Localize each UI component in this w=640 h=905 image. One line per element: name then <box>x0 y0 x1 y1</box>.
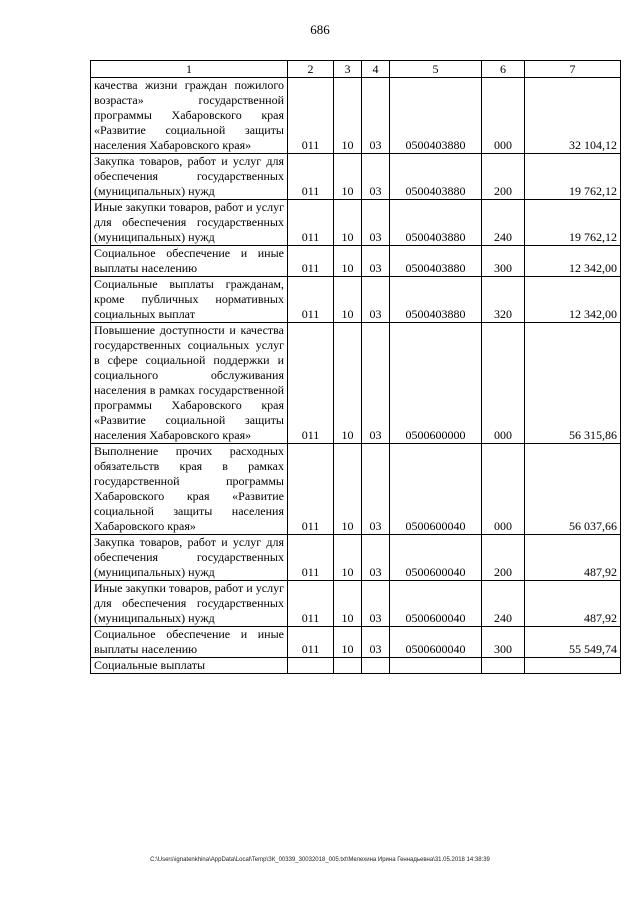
subsection-cell: 03 <box>362 277 390 323</box>
description-cell: качества жизни граждан пожилого возраста» государственной программы Хабаровского края «Развитие социальной защиты населения Хабаровского края» <box>91 78 288 154</box>
column-header: 4 <box>362 61 390 78</box>
budget-table <box>90 60 621 674</box>
expense-type-cell: 000 <box>482 444 525 535</box>
target-article-cell: 0500403880 <box>390 277 482 323</box>
file-path-footer: C:\Users\ignatenkhina\AppData\Local\Temp\ЗК_00339_30032018_005.txt\Мелехина Ирина Геннадьевна\31.05.2018 14:38:39 <box>150 857 490 863</box>
description-cell: Закупка товаров, работ и услуг для обеспечения государственных (муниципальных) нужд <box>91 535 288 581</box>
subsection-cell: 03 <box>362 200 390 246</box>
expense-type-cell: 240 <box>482 200 525 246</box>
expense-type-cell: 300 <box>482 246 525 277</box>
administrator-code-cell: 011 <box>288 200 334 246</box>
description-cell: Иные закупки товаров, работ и услуг для обеспечения государственных (муниципальных) нужд <box>91 200 288 246</box>
header-row <box>91 61 621 78</box>
table-row <box>91 627 621 658</box>
administrator-code-cell: 011 <box>288 154 334 200</box>
expense-type-cell: 000 <box>482 78 525 154</box>
target-article-cell: 0500403880 <box>390 78 482 154</box>
expense-type-cell: 000 <box>482 323 525 444</box>
description-cell: Повышение доступности и качества государственных социальных услуг в сфере социальной поддержки и социального обслуживания населения в рамках государственной программы Хабаровского края «Развитие социальной защиты населения Хабаровского края» <box>91 323 288 444</box>
subsection-cell: 03 <box>362 78 390 154</box>
amount-cell: 55 549,74 <box>525 627 621 658</box>
amount-cell <box>525 658 621 674</box>
section-cell: 10 <box>334 154 362 200</box>
table-row <box>91 78 621 154</box>
administrator-code-cell: 011 <box>288 323 334 444</box>
amount-cell: 19 762,12 <box>525 200 621 246</box>
column-header: 1 <box>91 61 288 78</box>
amount-cell: 12 342,00 <box>525 277 621 323</box>
subsection-cell: 03 <box>362 154 390 200</box>
subsection-cell: 03 <box>362 323 390 444</box>
table-row <box>91 323 621 444</box>
description-cell: Социальное обеспечение и иные выплаты населению <box>91 246 288 277</box>
target-article-cell: 0500600000 <box>390 323 482 444</box>
section-cell: 10 <box>334 627 362 658</box>
amount-cell: 487,92 <box>525 535 621 581</box>
table-row <box>91 444 621 535</box>
administrator-code-cell <box>288 658 334 674</box>
administrator-code-cell: 011 <box>288 78 334 154</box>
amount-cell: 56 315,86 <box>525 323 621 444</box>
subsection-cell: 03 <box>362 246 390 277</box>
description-cell: Закупка товаров, работ и услуг для обеспечения государственных (муниципальных) нужд <box>91 154 288 200</box>
administrator-code-cell: 011 <box>288 581 334 627</box>
amount-cell: 56 037,66 <box>525 444 621 535</box>
table-row <box>91 535 621 581</box>
description-cell: Выполнение прочих расходных обязательств края в рамках государственной программы Хабаровского края «Развитие социальной защиты населения Хабаровского края» <box>91 444 288 535</box>
section-cell: 10 <box>334 200 362 246</box>
administrator-code-cell: 011 <box>288 444 334 535</box>
expense-type-cell <box>482 658 525 674</box>
section-cell: 10 <box>334 78 362 154</box>
amount-cell: 19 762,12 <box>525 154 621 200</box>
section-cell: 10 <box>334 581 362 627</box>
table-row <box>91 658 621 674</box>
page-number: 686 <box>310 22 330 37</box>
section-cell: 10 <box>334 323 362 444</box>
expense-type-cell: 300 <box>482 627 525 658</box>
column-header: 5 <box>390 61 482 78</box>
description-cell: Иные закупки товаров, работ и услуг для обеспечения государственных (муниципальных) нужд <box>91 581 288 627</box>
table-row <box>91 581 621 627</box>
expense-type-cell: 240 <box>482 581 525 627</box>
target-article-cell: 0500600040 <box>390 535 482 581</box>
expense-type-cell: 320 <box>482 277 525 323</box>
expense-type-cell: 200 <box>482 154 525 200</box>
administrator-code-cell: 011 <box>288 627 334 658</box>
table-row <box>91 154 621 200</box>
target-article-cell <box>390 658 482 674</box>
section-cell: 10 <box>334 277 362 323</box>
administrator-code-cell: 011 <box>288 535 334 581</box>
column-header: 3 <box>334 61 362 78</box>
section-cell: 10 <box>334 535 362 581</box>
table-row <box>91 200 621 246</box>
target-article-cell: 0500403880 <box>390 246 482 277</box>
section-cell: 10 <box>334 246 362 277</box>
administrator-code-cell: 011 <box>288 246 334 277</box>
amount-cell: 32 104,12 <box>525 78 621 154</box>
expense-type-cell: 200 <box>482 535 525 581</box>
target-article-cell: 0500600040 <box>390 627 482 658</box>
table-row <box>91 246 621 277</box>
description-cell: Социальные выплаты гражданам, кроме публичных нормативных социальных выплат <box>91 277 288 323</box>
description-cell: Социальное обеспечение и иные выплаты населению <box>91 627 288 658</box>
subsection-cell: 03 <box>362 444 390 535</box>
amount-cell: 12 342,00 <box>525 246 621 277</box>
section-cell <box>334 658 362 674</box>
column-header: 2 <box>288 61 334 78</box>
column-header: 6 <box>482 61 525 78</box>
subsection-cell: 03 <box>362 535 390 581</box>
target-article-cell: 0500600040 <box>390 581 482 627</box>
table-row <box>91 277 621 323</box>
section-cell: 10 <box>334 444 362 535</box>
amount-cell: 487,92 <box>525 581 621 627</box>
column-header: 7 <box>525 61 621 78</box>
subsection-cell: 03 <box>362 627 390 658</box>
subsection-cell <box>362 658 390 674</box>
target-article-cell: 0500403880 <box>390 154 482 200</box>
subsection-cell: 03 <box>362 581 390 627</box>
target-article-cell: 0500600040 <box>390 444 482 535</box>
target-article-cell: 0500403880 <box>390 200 482 246</box>
description-cell: Социальные выплаты <box>91 658 288 674</box>
administrator-code-cell: 011 <box>288 277 334 323</box>
